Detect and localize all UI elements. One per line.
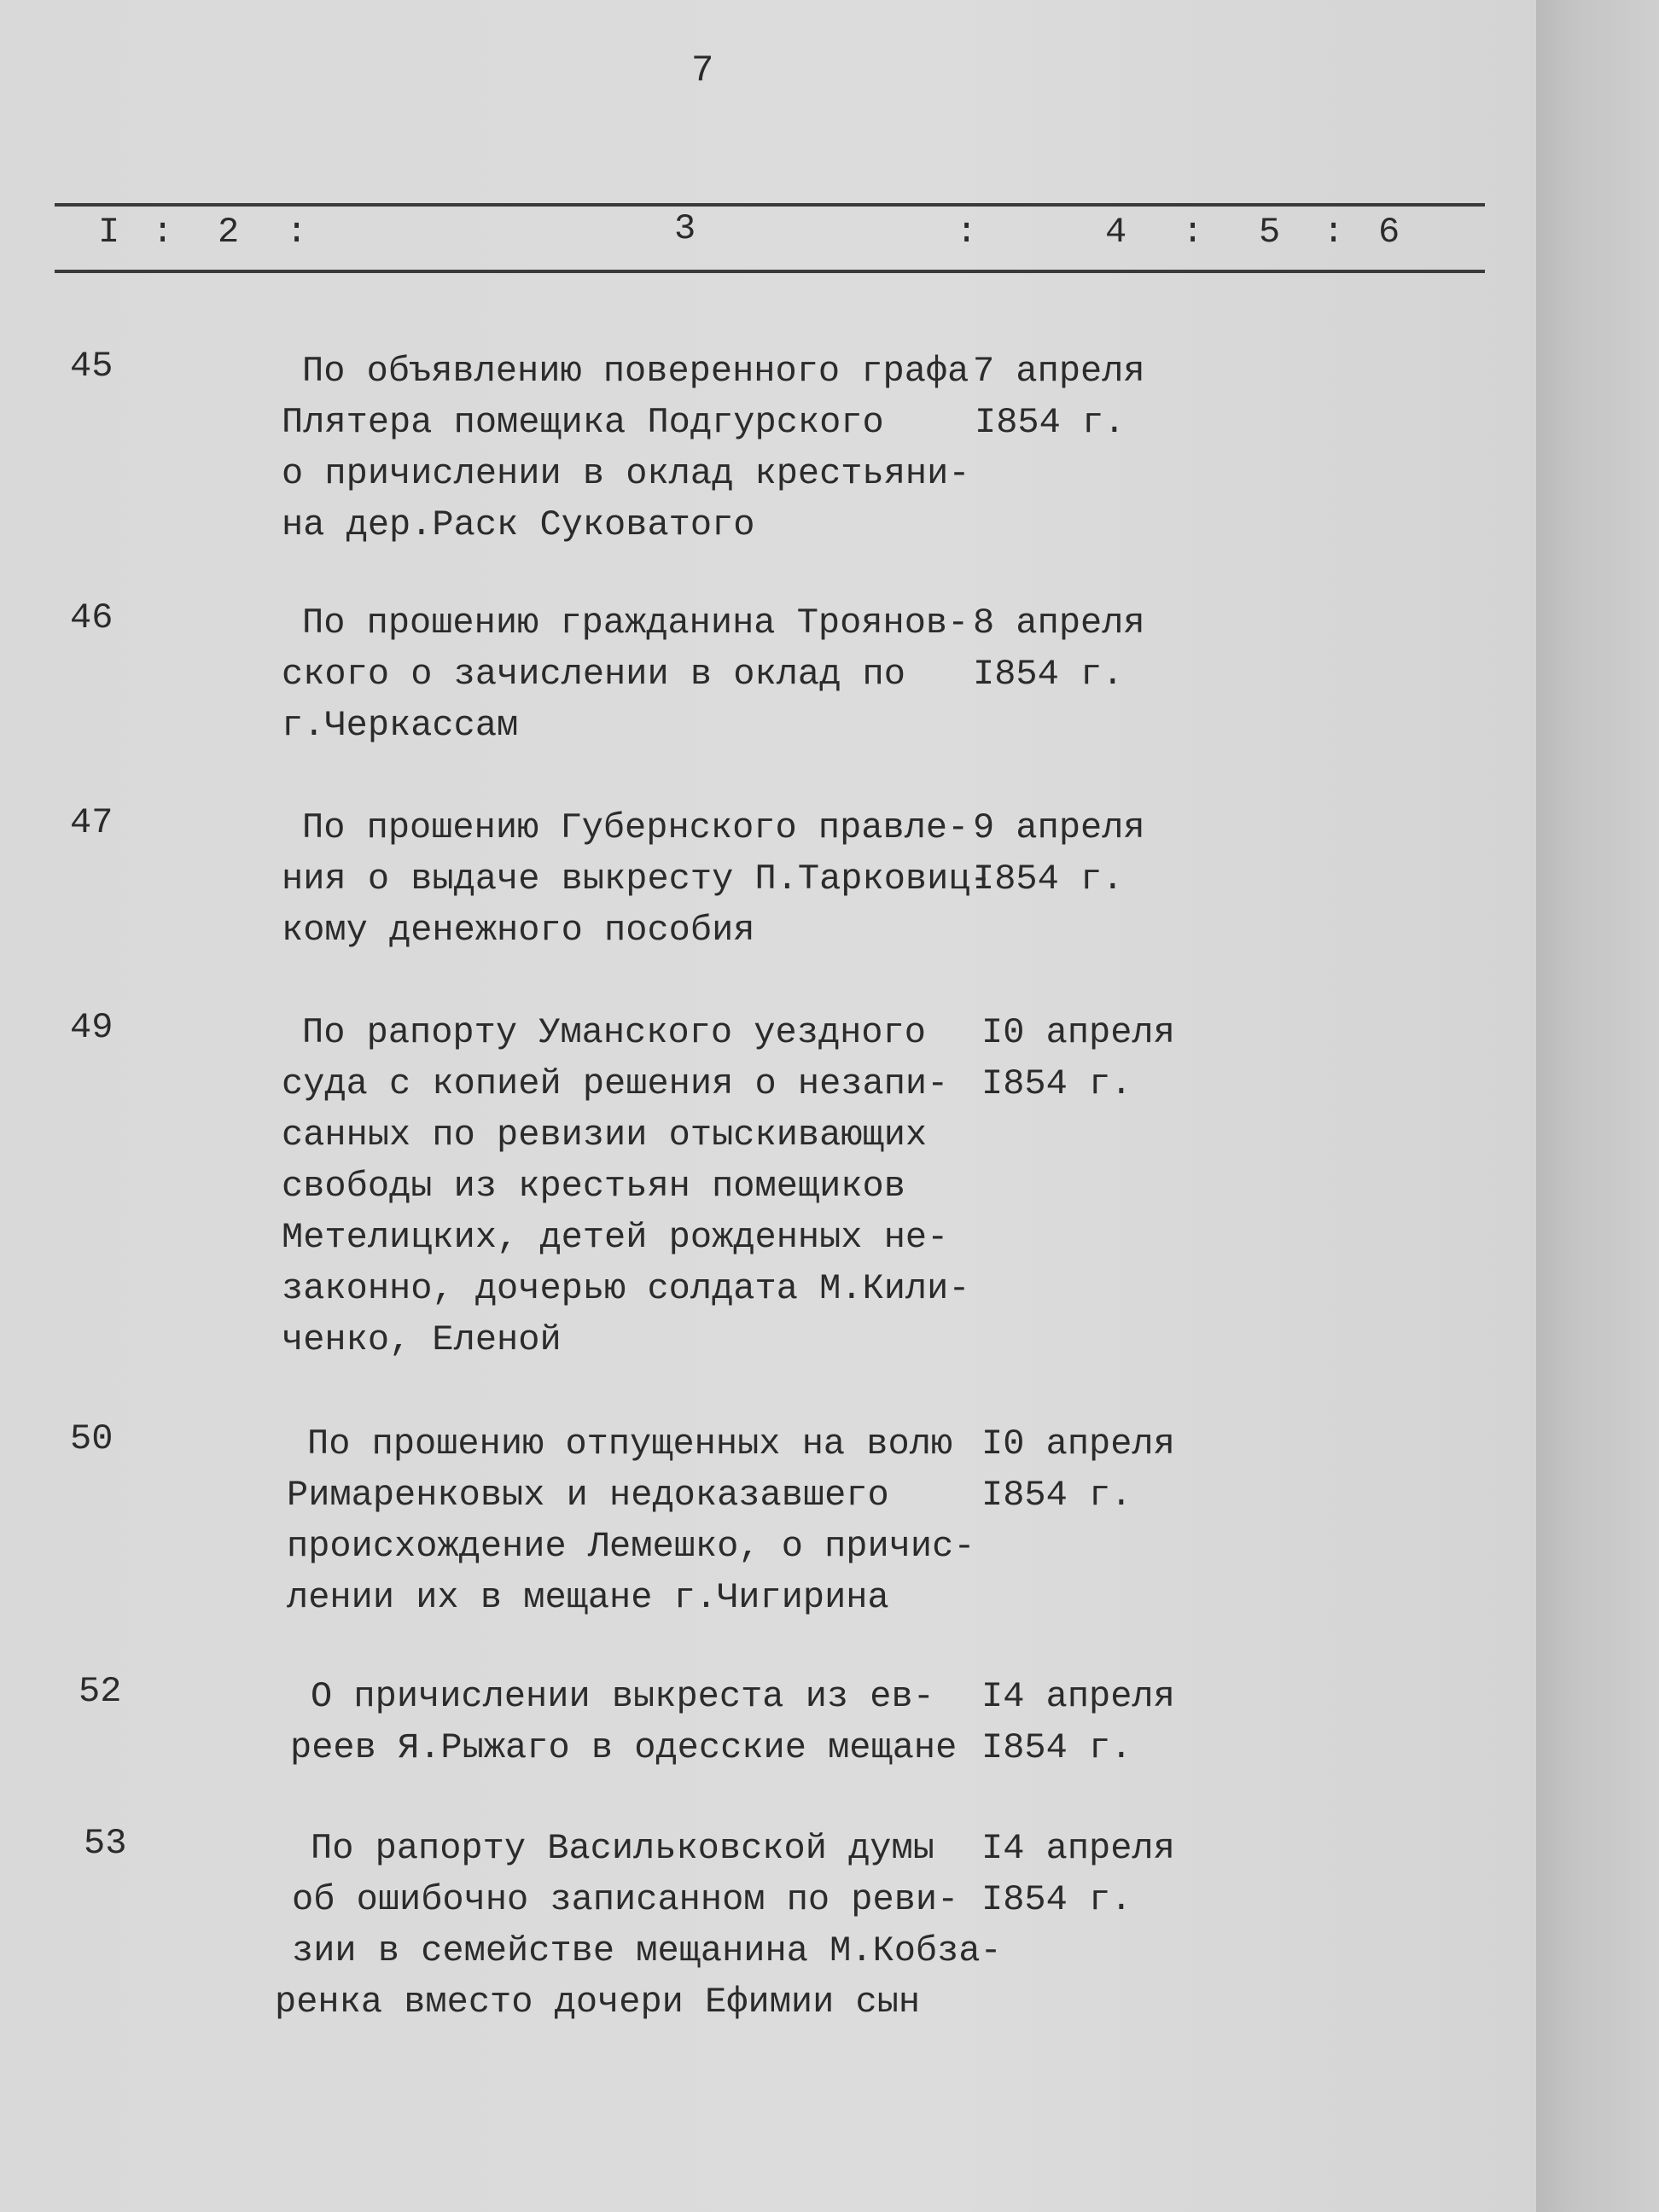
page-number: 7	[691, 49, 714, 92]
page-edge	[1536, 0, 1659, 2212]
description-line: ренка вместо дочери Ефимии сын	[275, 1982, 921, 2023]
description-line: законно, дочерью солдата М.Кили-	[282, 1268, 970, 1309]
description-line: Плятера помещика Подгурского	[282, 402, 884, 443]
record-description	[282, 346, 981, 550]
record-number: 47	[70, 802, 114, 843]
record-number: 45	[70, 346, 114, 387]
record-description	[282, 802, 992, 956]
description-line: о причислении в оклад крестьяни-	[282, 453, 970, 494]
record-description	[287, 1418, 987, 1623]
date-line: I854 г.	[981, 1727, 1132, 1768]
header-separator: :	[1182, 212, 1204, 253]
description-line: санных по ревизии отыскивающих	[282, 1115, 928, 1155]
record-number: 53	[84, 1823, 127, 1864]
record-description	[275, 1823, 1002, 2028]
date-line: 8 апреля	[973, 602, 1145, 643]
header-separator: :	[956, 212, 978, 253]
date-line: 9 апреля	[973, 807, 1145, 848]
record-date	[981, 1418, 1237, 1521]
record-date	[981, 1007, 1237, 1109]
description-line: По прошению Губернского правле-	[302, 807, 969, 848]
date-line: 7 апреля	[973, 351, 1145, 392]
description-line: ченко, Еленой	[282, 1319, 562, 1360]
description-line: на дер.Раск Суковатого	[282, 504, 755, 545]
description-line: ния о выдаче выкресту П.Тарковиц-	[282, 859, 992, 899]
description-line: лении их в мещане г.Чигирина	[287, 1577, 889, 1618]
description-line: реев Я.Рыжаго в одесские мещане	[290, 1727, 958, 1768]
description-line: свободы из крестьян помещиков	[282, 1166, 905, 1207]
description-line: кому денежного пособия	[282, 910, 755, 951]
header-col-4: 4	[1105, 212, 1127, 253]
record-date	[981, 1823, 1237, 1925]
header-separator: :	[1323, 212, 1345, 253]
date-line: I0 апреля	[981, 1012, 1175, 1053]
record-number: 46	[70, 597, 114, 638]
description-line: г.Черкассам	[282, 705, 519, 746]
header-separator: :	[286, 212, 308, 253]
description-line: По прошению гражданина Троянов-	[302, 602, 969, 643]
header-col-2: 2	[218, 212, 240, 253]
description-line: По объявлению поверенного графа	[302, 351, 969, 392]
header-col-1: I	[98, 212, 120, 253]
date-line: I854 г.	[973, 654, 1124, 695]
description-line: Римаренковых и недоказавшего	[287, 1475, 889, 1516]
header-separator: :	[152, 212, 174, 253]
date-line: I854 г.	[981, 1475, 1132, 1516]
description-line: зии в семействе мещанина М.Кобза-	[292, 1930, 1002, 1971]
date-line: I4 апреля	[981, 1828, 1175, 1869]
date-line: I854 г.	[981, 1879, 1132, 1920]
date-line: I854 г.	[973, 859, 1124, 899]
date-line: I0 апреля	[981, 1423, 1175, 1464]
record-number: 52	[79, 1671, 122, 1712]
description-line: О причислении выкреста из ев-	[311, 1676, 934, 1717]
record-description	[282, 1007, 981, 1365]
description-line: По рапорту Уманского уездного	[302, 1012, 926, 1053]
description-line: По рапорту Васильковской думы	[311, 1828, 934, 1869]
date-line: I854 г.	[975, 402, 1126, 443]
description-line: происхождение Лемешко, о причис-	[287, 1526, 975, 1567]
header-col-5: 5	[1259, 212, 1281, 253]
record-date	[973, 597, 1229, 700]
header-col-6: 6	[1378, 212, 1400, 253]
record-date	[981, 1671, 1237, 1773]
record-number: 49	[70, 1007, 114, 1048]
description-line: об ошибочно записанном по реви-	[292, 1879, 959, 1920]
record-date	[973, 802, 1229, 905]
date-line: I854 г.	[981, 1063, 1132, 1104]
description-line: суда с копией решения о незапи-	[282, 1063, 949, 1104]
table-header-bottom-rule	[55, 270, 1485, 273]
record-number: 50	[70, 1418, 114, 1459]
date-line: I4 апреля	[981, 1676, 1175, 1717]
record-description	[282, 597, 981, 751]
record-date	[973, 346, 1229, 448]
description-line: По прошению отпущенных на волю	[307, 1423, 953, 1464]
record-description	[290, 1671, 990, 1773]
header-col-3: 3	[674, 208, 696, 249]
description-line: ского о зачислении в оклад по	[282, 654, 905, 695]
description-line: Метелицких, детей рожденных не-	[282, 1217, 949, 1258]
table-header-top-rule	[55, 203, 1485, 207]
